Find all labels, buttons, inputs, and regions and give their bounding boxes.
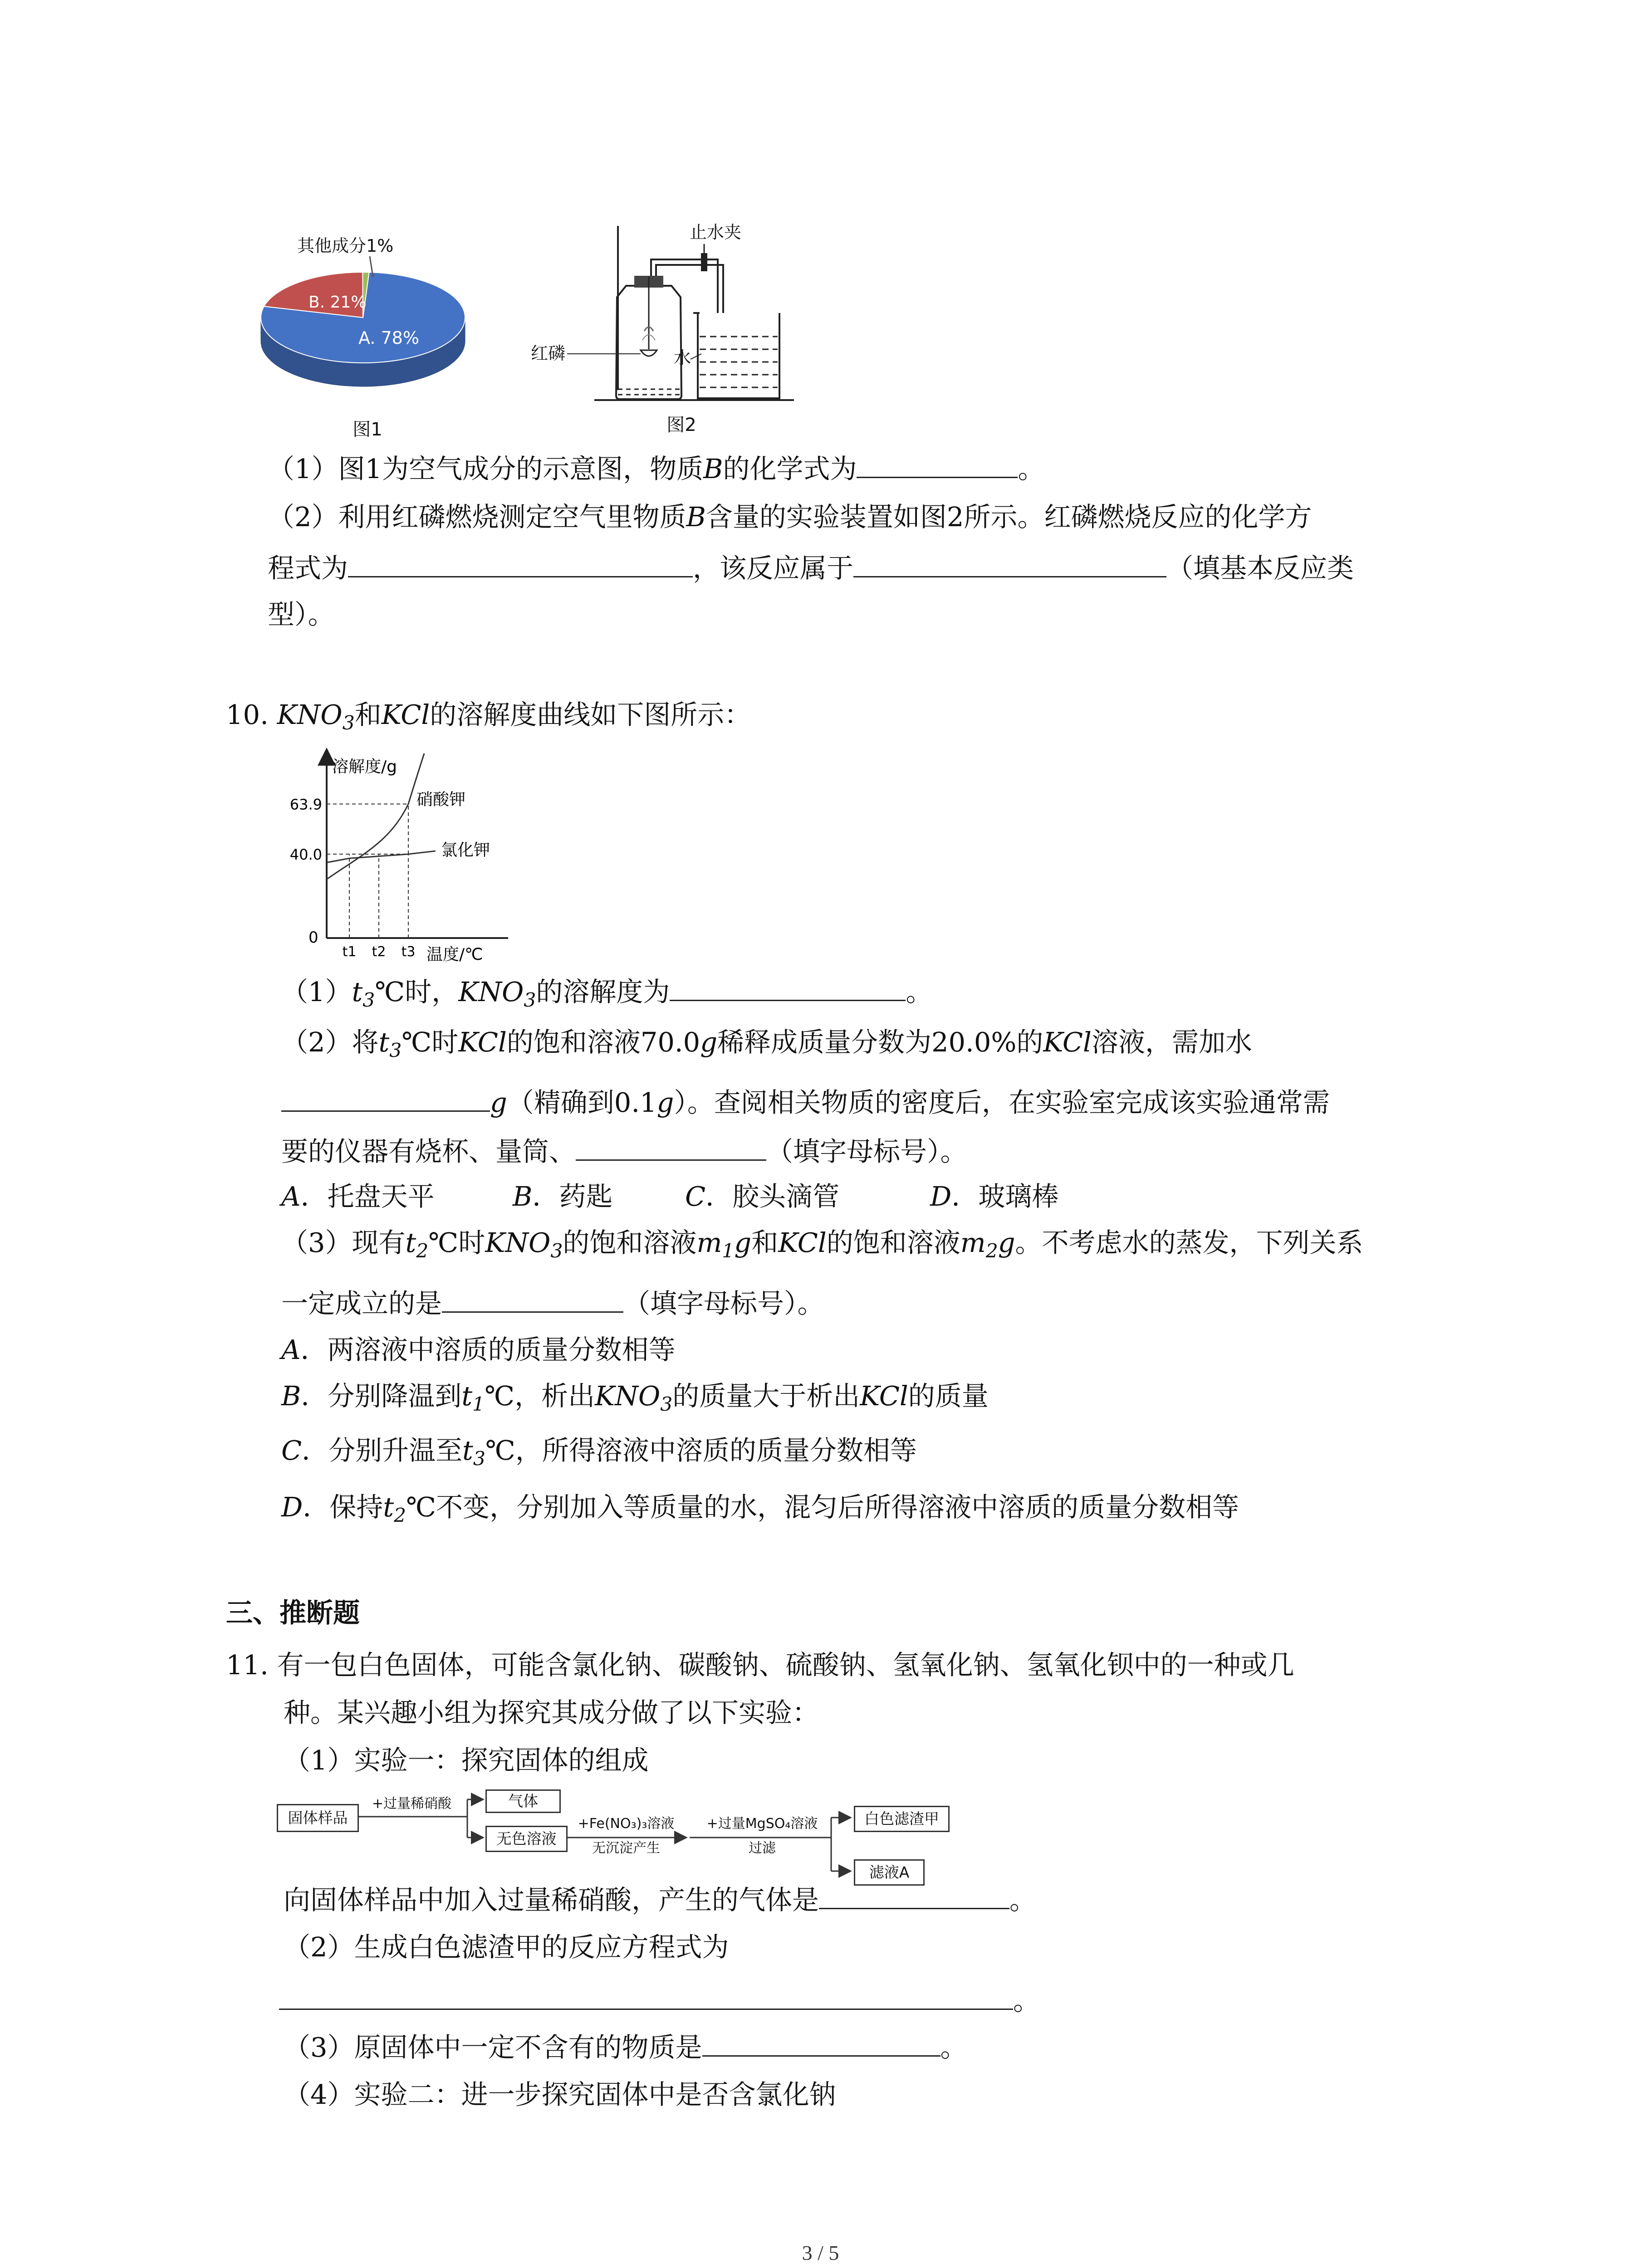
y-axis-label: 溶解度/g (332, 758, 397, 776)
y-tick-label: 40.0 (289, 846, 322, 863)
q10-part3-line1: （3）现有$t_2℃$时$KNO_3$的饱和溶液$m_1g$和KCl的饱和溶液$m_2g$。不考虑水的蒸发，下列关系 (281, 1227, 1363, 1262)
flow-solution-box: 无色溶液 (485, 1826, 568, 1852)
solubility-chart (272, 748, 526, 965)
figure2-caption: 图2 (666, 415, 696, 435)
figure2-apparatus (522, 218, 812, 449)
q11-part2-answer: 。 (279, 1983, 1040, 2018)
q9-part1: （1）图1为空气成分的示意图，物质B的化学式为 。 (268, 451, 1044, 486)
q11-part3: （3）原固体中一定不含有的物质是 。 (284, 2030, 967, 2065)
answer-blank[interactable] (670, 974, 906, 1001)
pie-label-b: B. 21% (309, 293, 367, 312)
phosphorus-label: 红磷 (531, 343, 566, 363)
answer-blank[interactable] (348, 551, 693, 577)
option-b[interactable]: B．药匙 (513, 1181, 613, 1212)
q9-part2-line2: 程式为 ，该反应属于 （填基本反应类 (268, 551, 1354, 586)
flow-reagent1-label: +Fe(NO₃)₃溶液 (578, 1816, 675, 1832)
q10-part3-option-b[interactable]: B．分别降温到$t_1℃$，析出$KNO_3$的质量大于析出KCl的质量 (281, 1380, 989, 1416)
option-a[interactable]: A．托盘天平 (281, 1181, 435, 1212)
q11-part1: （1）实验一：探究固体的组成 (284, 1745, 649, 1776)
water-clamp (701, 253, 707, 271)
answer-blank[interactable] (442, 1286, 623, 1313)
q10-part3-option-c[interactable]: C．分别升温至$t_3℃$，所得溶液中溶质的质量分数相等 (281, 1435, 917, 1470)
q11-part4: （4）实验二：进一步探究固体中是否含氯化钠 (284, 2079, 836, 2110)
answer-blank[interactable] (853, 551, 1166, 577)
flow-diagram (277, 1789, 1012, 1898)
answer-blank[interactable] (279, 1983, 1013, 2010)
y-tick-label: 63.9 (289, 796, 322, 813)
pie-label-other: 其他成分1% (297, 236, 394, 256)
q11-line2: 种。某兴趣小组为探究其成分做了以下实验： (284, 1697, 819, 1728)
q10-intro: 10. $KNO_3$和KCl的溶解度曲线如下图所示： (226, 699, 751, 734)
x-axis-label: 温度/℃ (426, 945, 483, 964)
flow-note1-label: 无沉淀产生 (592, 1840, 660, 1856)
answer-blank[interactable] (819, 1882, 1009, 1909)
section-title: 三、推断题 (226, 1597, 360, 1628)
origin-label: 0 (309, 929, 318, 947)
q10-part2-options (281, 1179, 1058, 1214)
flow-reagent2-label: +过量MgSO₄溶液 (706, 1816, 818, 1832)
clamp-label: 止水夹 (690, 222, 742, 242)
option-c[interactable]: C．胶头滴管 (685, 1181, 840, 1212)
flow-acid-label: +过量稀硝酸 (372, 1796, 452, 1812)
answer-blank[interactable] (281, 1085, 490, 1112)
q10-part2-line3: 要的仪器有烧杯、量筒、 （填字母标号）。 (281, 1134, 967, 1169)
beaker (698, 313, 779, 398)
flow-filtrate-box: 滤液A (854, 1859, 925, 1886)
q11-part2: （2）生成白色滤渣甲的反应方程式为 (284, 1931, 729, 1963)
option-d[interactable]: D．玻璃棒 (930, 1181, 1059, 1212)
pie-label-a: A. 78% (358, 328, 419, 348)
q9-part2-line3: 型）。 (268, 599, 335, 630)
answer-blank[interactable] (576, 1134, 766, 1161)
q10-part3-option-d[interactable]: D．保持$t_2℃$不变，分别加入等质量的水，混匀后所得溶液中溶质的质量分数相等 (281, 1491, 1239, 1527)
flow-gas-box: 气体 (485, 1789, 561, 1813)
kcl-curve (327, 851, 436, 862)
x-tick-label: t1 (342, 944, 357, 960)
x-tick-label: t3 (401, 944, 416, 960)
q11-line1: 11. 有一包白色固体，可能含氯化钠、碳酸钠、硫酸钠、氢氧化钠、氢氧化钡中的一种或几 (226, 1649, 1294, 1681)
flow-note2-label: 过滤 (749, 1840, 776, 1856)
q11-part1-question: 向固体样品中加入过量稀硝酸，产生的气体是 。 (284, 1882, 1036, 1917)
series-label-kno3: 硝酸钾 (416, 790, 466, 809)
answer-blank[interactable] (857, 451, 1018, 478)
flow-sample-box: 固体样品 (277, 1804, 359, 1832)
answer-blank[interactable] (702, 2030, 941, 2057)
flow-residue-box: 白色滤渣甲 (854, 1806, 950, 1832)
q10-part3-line2: 一定成立的是 （填字母标号）。 (281, 1286, 824, 1321)
q10-part2-line2: g（精确到0.1g）。查阅相关物质的密度后，在实验室完成该实验通常需 (281, 1085, 1330, 1120)
q10-part1: $(1)t_3℃$时，$KNO_3$的溶解度为 。 (281, 974, 932, 1009)
q9-part2-line1: （2）利用红磷燃烧测定空气里物质B含量的实验装置如图2所示。红磷燃烧反应的化学方 (268, 501, 1312, 533)
figure1-pie-chart (254, 222, 508, 449)
page-number: 3 / 5 (802, 2241, 839, 2264)
series-label-kcl: 氯化钾 (441, 841, 490, 860)
q10-part3-option-a[interactable]: A．两溶液中溶质的质量分数相等 (281, 1334, 676, 1365)
figure1-caption: 图1 (353, 419, 382, 440)
q10-part2-line1: （2）将$t_3℃$时KCl的饱和溶液70.0g稀释成质量分数为20.0%的KCl溶液，需加水 (281, 1026, 1252, 1062)
water-label: 水 (674, 348, 691, 368)
x-tick-label: t2 (372, 944, 386, 960)
